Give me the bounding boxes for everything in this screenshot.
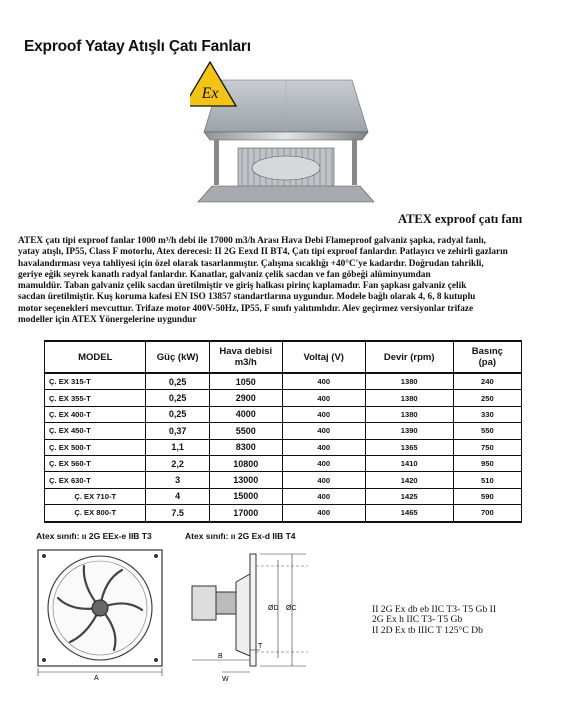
table-row	[45, 373, 522, 390]
cell-model: Ç. EX 800-T	[45, 505, 146, 522]
description-line: mamuldür. Taban galvaniz çelik sacdan üretilmiştir ve giriş halkası pirinç kaplamadır. Fan şapkası galvaniz çelik	[18, 281, 467, 292]
description-line: sacdan üretilmiştir. Kuş koruma kafesi EN ISO 13857 standartlarına uygundur. Modele bağlı olarak 4, 6, 8 kutuplu	[18, 292, 476, 303]
cell-airflow: 10800	[209, 455, 282, 471]
atex-class-flameproof: Atex sınıfı: ıı 2G Ex-d IIB T4	[185, 531, 296, 541]
cell-voltage: 400	[282, 472, 365, 488]
cell-speed: 1425	[365, 488, 453, 504]
description-line: havalandırması veya tahliyesi için özel olarak tasarlanmıştır. Çalışma sıcaklığı +40°C'ye kadardır. Doğrudan tahrikli,	[18, 258, 484, 269]
table-row	[45, 505, 522, 522]
cell-voltage: 400	[282, 406, 365, 422]
cell-model: Ç. EX 315-T	[45, 373, 146, 390]
description-line: yatay atışlı, IP55, Class F motorlu, Atex derecesi: II 2G Eexd II BT4, Çatı tipi exproof fanlardır. Patlayıcı ve zehirli gazların	[18, 247, 508, 258]
cell-model: Ç. EX 500-T	[45, 439, 146, 455]
cell-pressure: 700	[453, 505, 521, 522]
cell-airflow: 5500	[209, 423, 282, 439]
cell-speed: 1380	[365, 390, 453, 406]
cell-pressure: 950	[453, 455, 521, 471]
svg-text:ØD: ØD	[268, 605, 279, 612]
description-line: ATEX çatı tipi exproof fanlar 1000 m³/h debi ile 17000 m3/h Arası Hava Debi Flameproof galvaniz şapka, radyal fanlı,	[18, 236, 486, 246]
cell-speed: 1410	[365, 455, 453, 471]
cell-pressure: 750	[453, 439, 521, 455]
ex-marking-line: II 2D Ex tb IIIC T 125°C Db	[372, 624, 483, 636]
front-view-drawing	[30, 546, 170, 682]
spec-table	[44, 340, 522, 523]
cell-power: 7.5	[146, 505, 209, 522]
cell-airflow: 4000	[209, 406, 282, 422]
cell-power: 4	[146, 488, 209, 504]
cell-pressure: 550	[453, 423, 521, 439]
cell-speed: 1420	[365, 472, 453, 488]
cell-voltage: 400	[282, 390, 365, 406]
ex-marking-block	[372, 605, 496, 636]
cell-voltage: 400	[282, 505, 365, 522]
cell-speed: 1380	[365, 406, 453, 422]
roof-fan-image	[190, 60, 380, 210]
svg-text:Ex: Ex	[201, 85, 219, 102]
table-row	[45, 439, 522, 455]
hero-caption: ATEX exproof çatı fanı	[398, 212, 523, 226]
cell-model: Ç. EX 560-T	[45, 455, 146, 471]
header-pressure: Basınç (pa)	[453, 341, 521, 373]
cell-model: Ç. EX 710-T	[45, 488, 146, 504]
cell-model: Ç. EX 355-T	[45, 390, 146, 406]
cell-power: 2,2	[146, 455, 209, 471]
cell-voltage: 400	[282, 439, 365, 455]
cell-airflow: 15000	[209, 488, 282, 504]
cell-model: Ç. EX 400-T	[45, 406, 146, 422]
header-model: MODEL	[45, 341, 146, 373]
cell-airflow: 2900	[209, 390, 282, 406]
svg-text:ØC: ØC	[286, 605, 297, 612]
page-title: Exproof Yatay Atışlı Çatı Fanları	[24, 38, 251, 55]
cell-pressure: 510	[453, 472, 521, 488]
svg-text:W: W	[222, 676, 229, 683]
svg-text:T: T	[258, 643, 263, 650]
table-header-row	[45, 341, 522, 373]
table-row	[45, 488, 522, 504]
table-row	[45, 455, 522, 471]
cell-speed: 1465	[365, 505, 453, 522]
cell-power: 0,25	[146, 406, 209, 422]
description-line: geriye eğik seyrek kanatlı radyal fanlardır. Kanatlar, galvaniz çelik sacdan ve fan göbeği alüminyumdan	[18, 269, 431, 280]
cell-model: Ç. EX 630-T	[45, 472, 146, 488]
cell-airflow: 13000	[209, 472, 282, 488]
cell-voltage: 400	[282, 423, 365, 439]
atex-class-increased-safety: Atex sınıfı: ıı 2G EEx-e IIB T3	[36, 531, 152, 541]
table-row	[45, 390, 522, 406]
description-line: motor seçenekleri mevcuttur. Trifaze motor 400V-50Hz, IP55, F sınıfı yalıtımlıdır. Alev geçirmez versiyonlar trifaze	[18, 303, 474, 314]
ex-marking-line: II 2G Ex db eb IIC T3- T5 Gb II	[372, 604, 497, 615]
description-line: modeller için ATEX Yönergelerine uygundur	[18, 315, 197, 326]
header-speed: Devir (rpm)	[365, 341, 453, 373]
cell-pressure: 240	[453, 373, 521, 390]
cell-power: 3	[146, 472, 209, 488]
cell-power: 0,37	[146, 423, 209, 439]
cell-voltage: 400	[282, 455, 365, 471]
product-description	[18, 236, 548, 326]
cell-voltage: 400	[282, 488, 365, 504]
cell-power: 0,25	[146, 373, 209, 390]
cell-pressure: 590	[453, 488, 521, 504]
table-row	[45, 423, 522, 439]
cell-pressure: 250	[453, 390, 521, 406]
table-row	[45, 472, 522, 488]
svg-text:B: B	[218, 653, 223, 660]
cell-power: 0,25	[146, 390, 209, 406]
cell-speed: 1390	[365, 423, 453, 439]
cell-voltage: 400	[282, 373, 365, 390]
cell-airflow: 8300	[209, 439, 282, 455]
table-row	[45, 406, 522, 422]
cell-model: Ç. EX 450-T	[45, 423, 146, 439]
cell-airflow: 1050	[209, 373, 282, 390]
header-voltage: Voltaj (V)	[282, 341, 365, 373]
side-view-drawing	[178, 546, 358, 684]
cell-airflow: 17000	[209, 505, 282, 522]
cell-pressure: 330	[453, 406, 521, 422]
cell-power: 1,1	[146, 439, 209, 455]
header-airflow: Hava debisi m3/h	[209, 341, 282, 373]
header-power: Güç (kW)	[146, 341, 209, 373]
cell-speed: 1365	[365, 439, 453, 455]
ex-marking-line: 2G Ex h IIC T3- T5 Gb	[372, 614, 463, 626]
cell-speed: 1380	[365, 373, 453, 390]
svg-text:A: A	[94, 675, 99, 682]
